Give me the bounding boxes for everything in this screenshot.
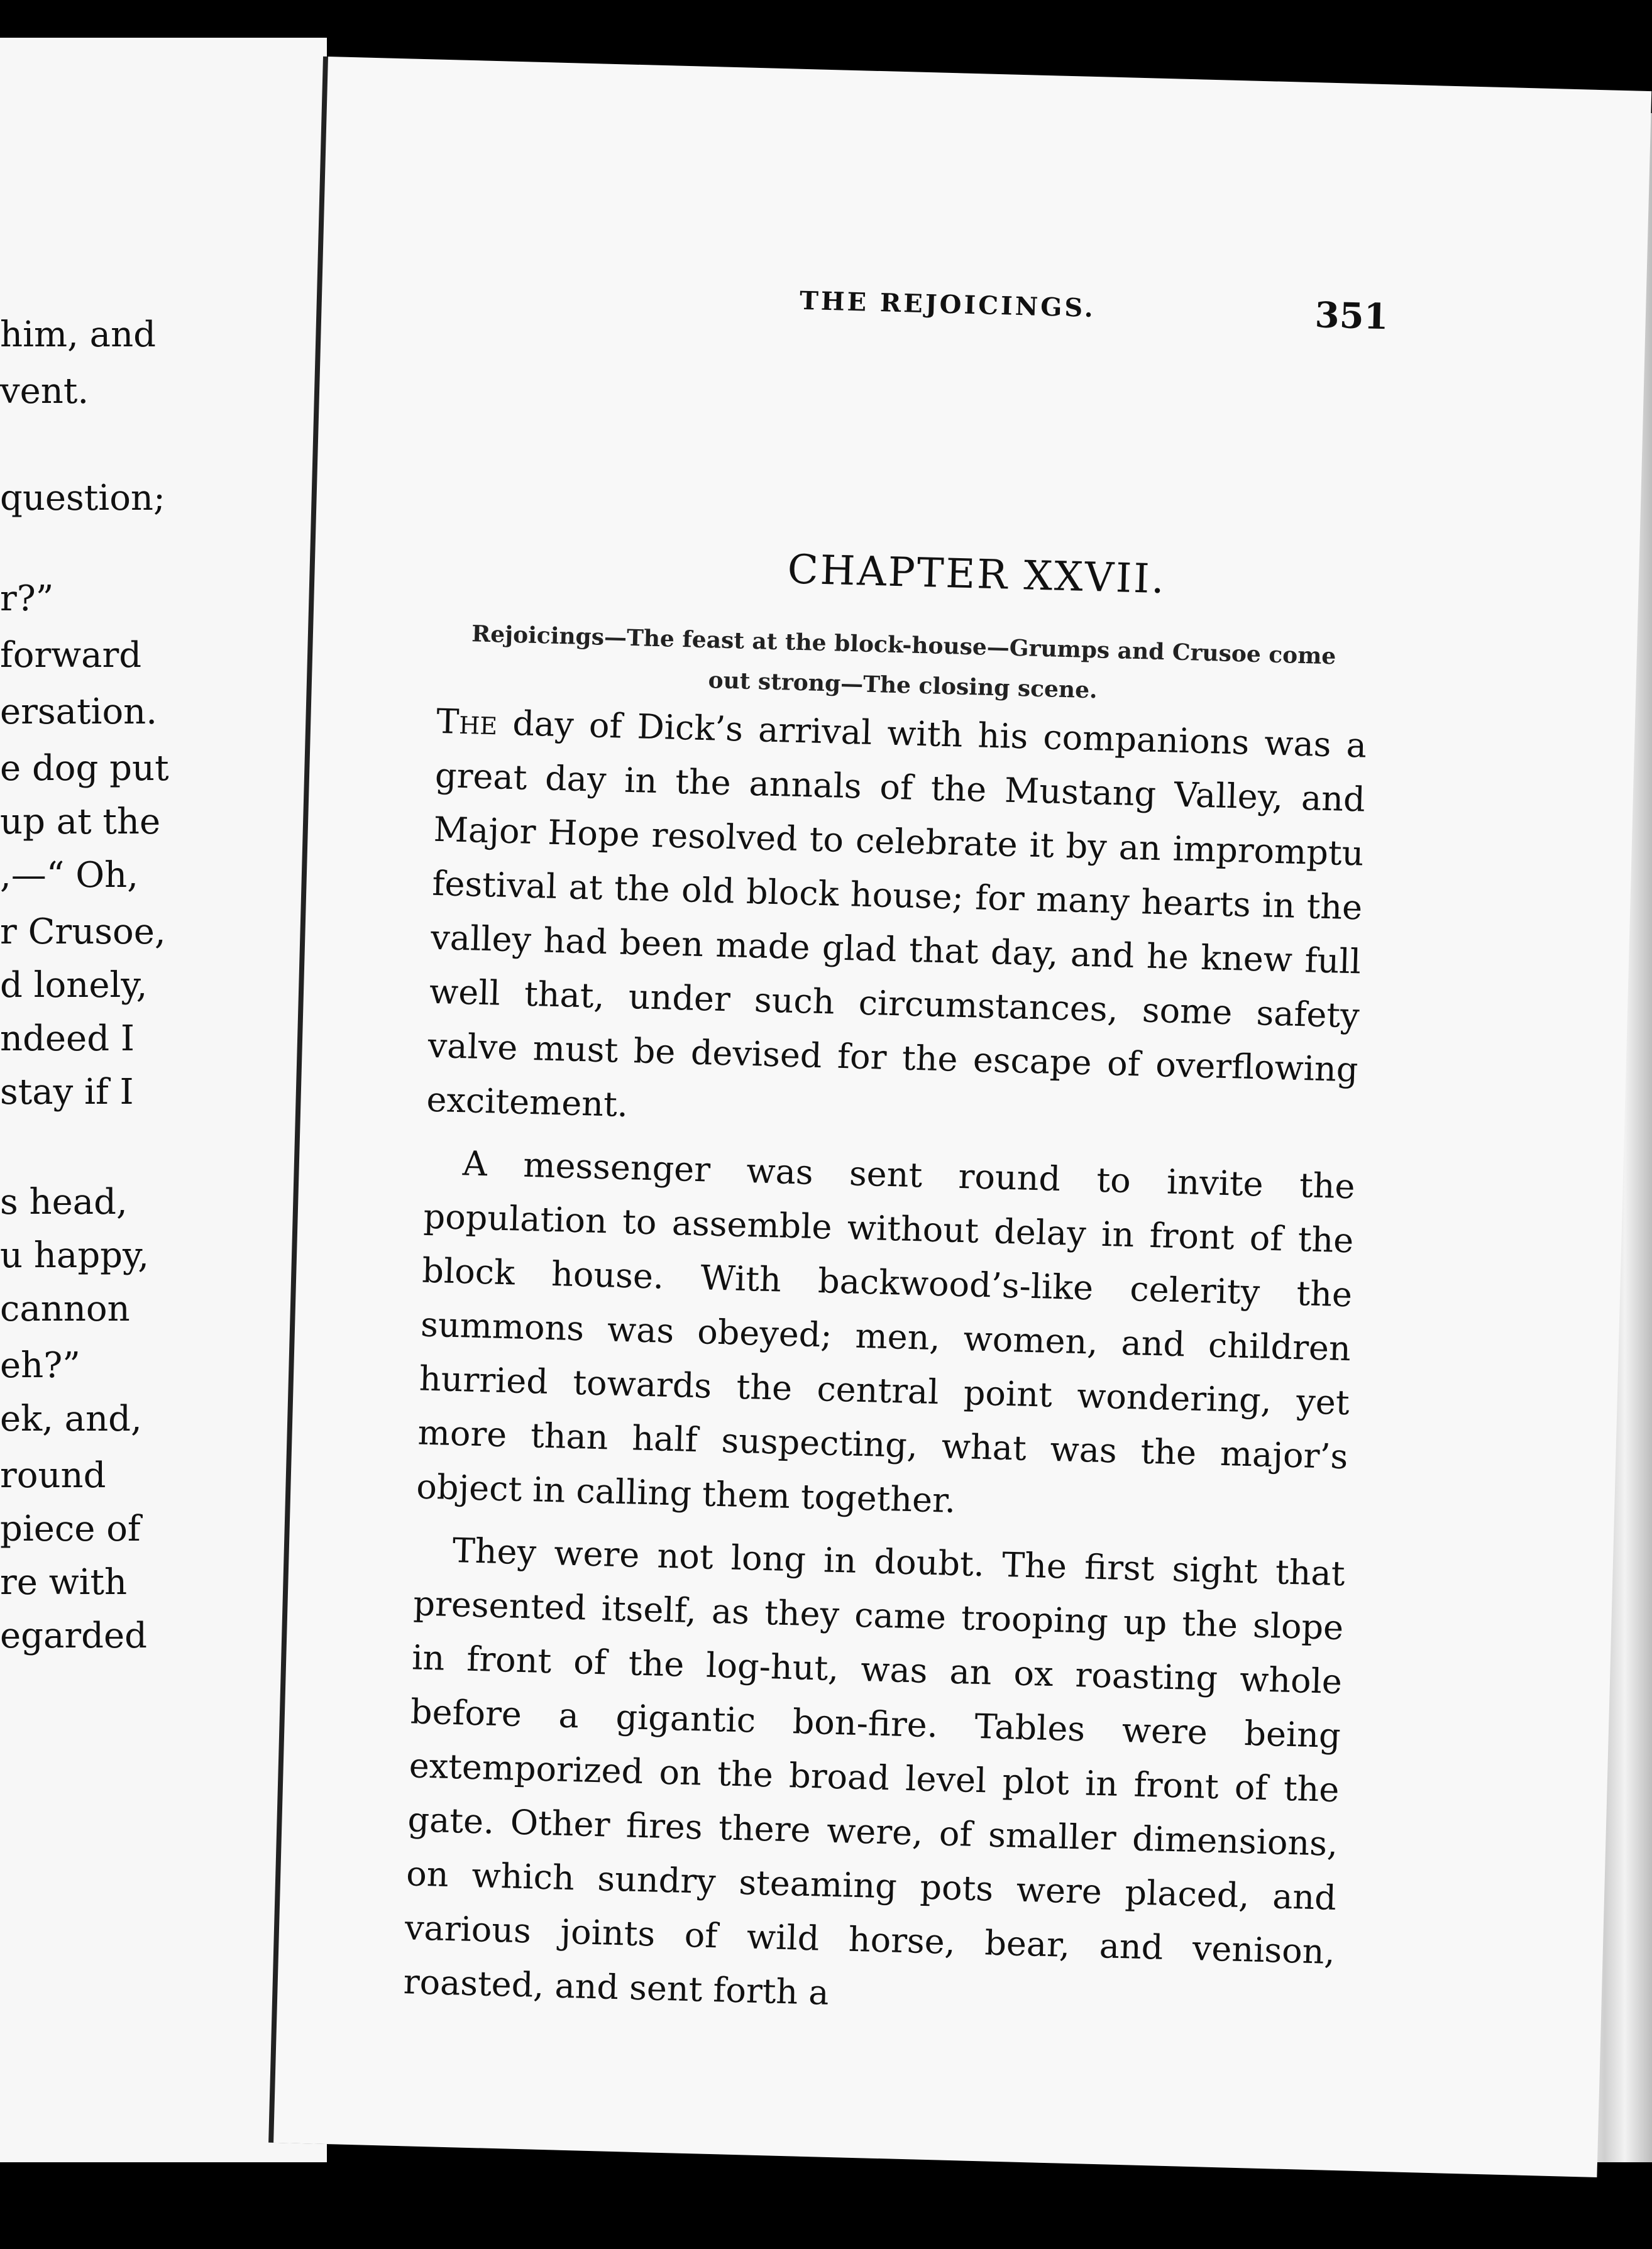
left-page-line: d lonely,: [0, 965, 148, 1006]
left-page-line: stay if I: [0, 1072, 134, 1113]
paragraph-text: day of Dick’s arrival with his companions was a great day in the annals of the Mustang Valley, and Major Hope resolved to celebrate it by an impromptu festival at the old block house; for many hearts in the valley had been made glad that day, and he knew full well that, under such circumstances, some safety valve must be devised for the escape of overflowing excitement.: [426, 703, 1367, 1125]
chapter-synopsis: Rejoicings—The feast at the block-house—Grumps and Crusoe come out strong—The closing scene.: [471, 620, 1336, 704]
left-page-line: round: [0, 1455, 106, 1496]
left-page-line: vent.: [0, 371, 89, 412]
running-title: THE REJOICINGS.: [799, 285, 1096, 324]
left-page-line: up at the: [0, 801, 161, 842]
left-page-line: piece of: [0, 1509, 141, 1549]
right-page: [273, 57, 1651, 2177]
left-page-line: r Crusoe,: [0, 911, 166, 952]
left-page-line: re with: [0, 1562, 128, 1603]
left-page-line: question;: [0, 478, 165, 519]
paragraph-text: A messenger was sent round to invite the population to assemble without delay in front of the block house. With backwood’s-like celerity the summons was obeyed; men, women, and children hurried towards the central point wondering, yet more than half suspecting, what was the major’s object in calling them together.: [416, 1143, 1356, 1520]
paragraph: [426, 695, 1367, 1152]
left-page: [0, 38, 327, 2162]
chapter-title: CHAPTER XXVII.: [786, 546, 1167, 603]
body-text: [402, 695, 1367, 2042]
page-number: 351: [1314, 294, 1389, 338]
paragraph-text: They were not long in doubt. The first sight that presented itself, as they came trooping up the slope in front of the log-hut, was an ox roasting whole before a gigantic bon-fire. Tables were being extemporized on the broad level plot in front of the gate. Other fires there were, of smaller dimensions, on which sundry steaming pots were placed, and various joints of wild horse, bear, and venison, roasted, and sent forth a: [403, 1531, 1346, 2013]
left-page-line: forward: [0, 635, 142, 676]
left-page-line: e dog put: [0, 748, 169, 789]
paragraph-lead: The: [436, 701, 498, 743]
left-page-line: ndeed I: [0, 1018, 135, 1059]
left-page-line: egarded: [0, 1615, 147, 1656]
left-page-line: r?”: [0, 578, 54, 619]
left-page-line: s head,: [0, 1182, 128, 1223]
left-page-line: eh?”: [0, 1345, 80, 1386]
left-page-line: ,—“ Oh,: [0, 855, 139, 896]
left-page-line: him, and: [0, 314, 156, 355]
page-header: [321, 273, 1646, 346]
paragraph: [416, 1136, 1355, 1539]
left-page-line: u happy,: [0, 1235, 150, 1276]
left-page-line: ek, and,: [0, 1399, 142, 1439]
paragraph: [403, 1522, 1346, 2033]
left-page-line: cannon: [0, 1289, 130, 1329]
left-page-line: ersation.: [0, 691, 158, 732]
